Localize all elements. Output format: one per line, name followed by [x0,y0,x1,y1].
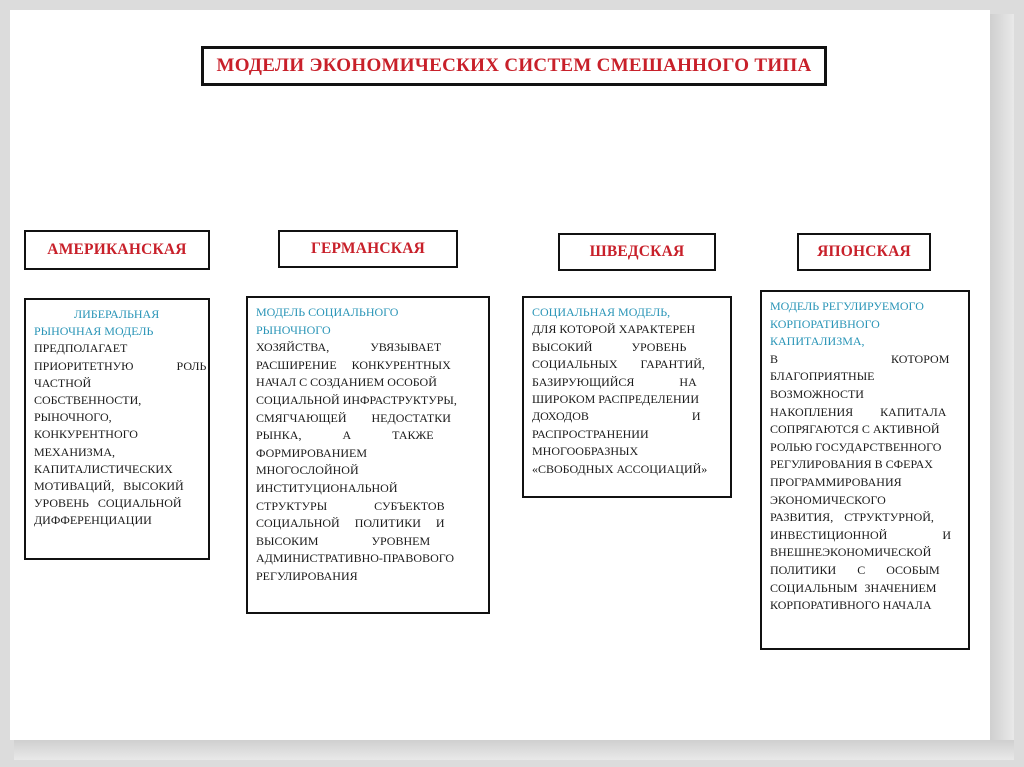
german-lead-1: МОДЕЛЬ СОЦИАЛЬНОГО [256,305,399,319]
label-german [278,230,458,268]
japanese-body-12: ВНЕШНЕЭКОНОМИЧЕСКОЙ [770,545,932,560]
swedish-body-5: ШИРОКОМ РАСПРЕДЕЛЕНИИ [532,392,700,407]
swedish-body-8: МНОГООБРАЗНЫХ [532,444,639,459]
german-body-9: ИНСТИТУЦИОНАЛЬНОЙ [256,480,398,495]
label-american [24,230,210,270]
american-body-1: ПРЕДПОЛАГАЕТ [34,341,128,356]
american-body-11: ДИФФЕРЕНЦИАЦИИ [34,513,152,528]
slide-shadow-bottom [14,740,1014,760]
swedish-body-7: РАСПРОСТРАНЕНИИ [532,426,649,441]
japanese-body-1: В КОТОРОМ [770,351,950,366]
american-lead-1: ЛИБЕРАЛЬНАЯ [74,307,160,321]
swedish-lead-1: СОЦИАЛЬНАЯ МОДЕЛЬ, [532,305,671,319]
japanese-lead-2: КОРПОРАТИВНОГО [770,316,880,331]
german-body-1: ХОЗЯЙСТВА, УВЯЗЫВАЕТ [256,340,442,355]
slide [10,10,990,740]
swedish-body-4: БАЗИРУЮЩИЙСЯ НА [532,374,697,389]
american-body-10: УРОВЕНЬ СОЦИАЛЬНОЙ [34,496,182,511]
label-swedish [558,233,716,271]
japanese-body-9: ЭКОНОМИЧЕСКОГО [770,492,886,507]
american-lead-2: РЫНОЧНАЯ МОДЕЛЬ [34,324,154,339]
swedish-body-2: ВЫСОКИЙ УРОВЕНЬ [532,339,687,354]
content-german [246,296,490,614]
german-body-10: СТРУКТУРЫ СУБЪЕКТОВ [256,498,445,513]
american-body-2: ПРИОРИТЕТНУЮ РОЛЬ [34,358,207,373]
content-japanese [760,290,970,650]
american-body-5: РЫНОЧНОГО, [34,410,112,425]
german-body-12: ВЫСОКИМ УРОВНЕМ [256,533,431,548]
japanese-body-13: ПОЛИТИКИ С ОСОБЫМ [770,562,940,577]
german-body-14: РЕГУЛИРОВАНИЯ [256,568,358,583]
label-swedish-text: ШВЕДСКАЯ [589,243,685,260]
german-body-11: СОЦИАЛЬНОЙ ПОЛИТИКИ И [256,516,445,531]
american-body-9: МОТИВАЦИЙ, ВЫСОКИЙ [34,479,184,494]
japanese-body-3: ВОЗМОЖНОСТИ [770,386,864,401]
japanese-body-15: КОРПОРАТИВНОГО НАЧАЛА [770,598,932,613]
label-japanese [797,233,931,271]
japanese-body-7: РЕГУЛИРОВАНИЯ В СФЕРАХ [770,457,933,472]
german-body-3: НАЧАЛ С СОЗДАНИЕМ ОСОБОЙ [256,375,437,390]
swedish-body-9: «СВОБОДНЫХ АССОЦИАЦИЙ» [532,461,708,476]
american-body-3: ЧАСТНОЙ [34,375,92,390]
swedish-body-6: ДОХОДОВ И [532,409,701,424]
label-american-text: АМЕРИКАНСКАЯ [47,241,187,258]
japanese-body-10: РАЗВИТИЯ, СТРУКТУРНОЙ, [770,510,934,525]
label-german-text: ГЕРМАНСКАЯ [310,240,426,257]
german-body-2: РАСШИРЕНИЕ КОНКУРЕНТНЫХ [256,357,451,372]
slide-title: МОДЕЛИ ЭКОНОМИЧЕСКИХ СИСТЕМ СМЕШАННОГО ТИПА [216,55,812,76]
american-body-8: КАПИТАЛИСТИЧЕСКИХ [34,461,173,476]
content-american [24,298,210,560]
german-body-13: АДМИНИСТРАТИВНО-ПРАВОВОГО [256,551,455,566]
swedish-body-1: ДЛЯ КОТОРОЙ ХАРАКТЕРЕН [532,322,696,337]
japanese-body-8: ПРОГРАММИРОВАНИЯ [770,474,902,489]
german-lead-2: РЫНОЧНОГО [256,322,331,337]
slide-shadow-right [990,14,1014,754]
german-body-4: СОЦИАЛЬНОЙ ИНФРАСТРУКТУРЫ, [256,392,457,407]
japanese-body-4: НАКОПЛЕНИЯ КАПИТАЛА [770,404,947,419]
american-body-6: КОНКУРЕНТНОГО [34,427,138,442]
content-swedish [522,296,732,498]
german-body-5: СМЯГЧАЮЩЕЙ НЕДОСТАТКИ [256,410,451,425]
japanese-lead-3: КАПИТАЛИЗМА, [770,334,865,349]
german-body-6: РЫНКА, А ТАКЖЕ [256,428,434,443]
japanese-body-14: СОЦИАЛЬНЫМ ЗНАЧЕНИЕМ [770,580,937,595]
american-body-7: МЕХАНИЗМА, [34,444,116,459]
american-body-4: СОБСТВЕННОСТИ, [34,393,142,408]
label-japanese-text: ЯПОНСКАЯ [817,243,911,260]
japanese-body-2: БЛАГОПРИЯТНЫЕ [770,369,875,384]
japanese-lead-1: МОДЕЛЬ РЕГУЛИРУЕМОГО [770,299,924,313]
swedish-body-3: СОЦИАЛЬНЫХ ГАРАНТИЙ, [532,357,705,372]
title-box [201,46,827,86]
japanese-body-11: ИНВЕСТИЦИОННОЙ И [770,527,951,542]
japanese-body-5: СОПРЯГАЮТСЯ С АКТИВНОЙ [770,422,940,437]
german-body-8: МНОГОСЛОЙНОЙ [256,463,359,478]
german-body-7: ФОРМИРОВАНИЕМ [256,445,368,460]
japanese-body-6: РОЛЬЮ ГОСУДАРСТВЕННОГО [770,439,942,454]
